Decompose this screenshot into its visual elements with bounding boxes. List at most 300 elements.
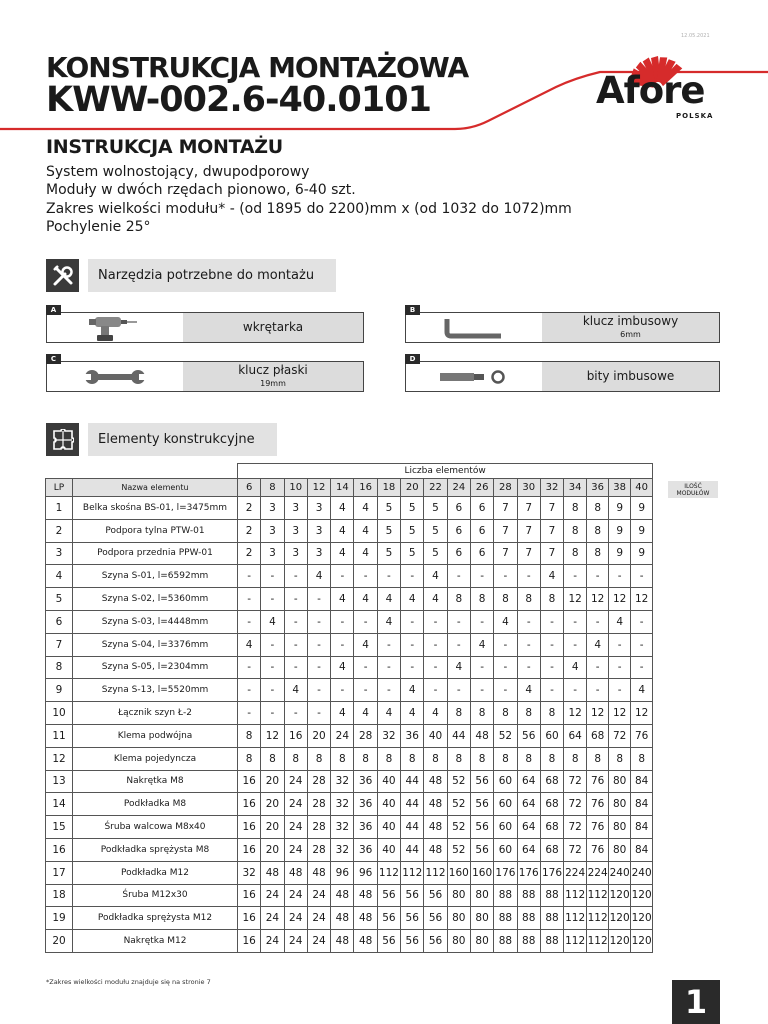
tool-name-d: bity imbusowe: [586, 369, 675, 383]
row-lp: 7: [46, 633, 73, 656]
row-lp: 20: [46, 930, 73, 953]
row-quantity-cell: 5: [401, 497, 424, 520]
row-quantity-cell: 76: [587, 793, 609, 816]
row-quantity-cell: 112: [401, 861, 424, 884]
row-quantity-cell: 5: [424, 542, 447, 565]
row-quantity-cell: -: [587, 679, 609, 702]
row-quantity-cell: -: [540, 610, 563, 633]
tool-name-a: wkrętarka: [242, 320, 304, 334]
row-quantity-cell: 8: [331, 747, 354, 770]
row-quantity-cell: -: [540, 633, 563, 656]
row-quantity-cell: -: [331, 633, 354, 656]
row-quantity-cell: -: [238, 610, 261, 633]
row-quantity-cell: 16: [238, 907, 261, 930]
row-quantity-cell: 8: [631, 747, 653, 770]
tool-card-d: [405, 355, 720, 392]
row-quantity-cell: -: [447, 565, 470, 588]
row-quantity-cell: -: [238, 565, 261, 588]
row-quantity-cell: 8: [517, 702, 540, 725]
row-element-name: Śruba walcowa M8x40: [73, 816, 238, 839]
table-row: [46, 565, 653, 588]
row-quantity-cell: 9: [631, 519, 653, 542]
row-quantity-cell: -: [238, 679, 261, 702]
row-element-name: Podpora przednia PPW-01: [73, 542, 238, 565]
row-quantity-cell: 56: [470, 838, 493, 861]
row-element-name: Szyna S-02, l=5360mm: [73, 588, 238, 611]
row-element-name: Szyna S-03, l=4448mm: [73, 610, 238, 633]
row-quantity-cell: 20: [261, 816, 284, 839]
column-header-module-count: 22: [424, 479, 447, 497]
row-quantity-cell: 8: [587, 747, 609, 770]
row-quantity-cell: 4: [424, 588, 447, 611]
row-quantity-cell: 4: [331, 702, 354, 725]
tool-size-c: 19mm: [260, 378, 286, 388]
row-quantity-cell: 48: [424, 770, 447, 793]
row-element-name: Podkładka sprężysta M12: [73, 907, 238, 930]
row-quantity-cell: 4: [261, 610, 284, 633]
row-quantity-cell: 36: [354, 793, 377, 816]
row-quantity-cell: 44: [401, 770, 424, 793]
row-quantity-cell: 112: [587, 930, 609, 953]
row-quantity-cell: -: [377, 656, 400, 679]
table-row: [46, 519, 653, 542]
row-quantity-cell: 24: [284, 838, 307, 861]
row-quantity-cell: 72: [609, 724, 631, 747]
row-element-name: Nakrętka M12: [73, 930, 238, 953]
row-quantity-cell: 8: [470, 702, 493, 725]
row-quantity-cell: 8: [447, 588, 470, 611]
table-row: [46, 702, 653, 725]
column-header-module-count: 12: [307, 479, 330, 497]
row-quantity-cell: 64: [517, 770, 540, 793]
row-quantity-cell: 12: [261, 724, 284, 747]
row-quantity-cell: 4: [331, 656, 354, 679]
row-quantity-cell: 52: [447, 770, 470, 793]
logo-brand: Afore: [596, 69, 705, 112]
row-quantity-cell: -: [494, 633, 517, 656]
row-quantity-cell: -: [424, 610, 447, 633]
row-quantity-cell: 64: [517, 816, 540, 839]
column-header-module-count: 10: [284, 479, 307, 497]
row-quantity-cell: 4: [424, 702, 447, 725]
row-quantity-cell: 4: [331, 542, 354, 565]
row-quantity-cell: 40: [424, 724, 447, 747]
row-element-name: Szyna S-01, l=6592mm: [73, 565, 238, 588]
row-quantity-cell: -: [307, 702, 330, 725]
row-quantity-cell: 76: [587, 770, 609, 793]
row-quantity-cell: -: [517, 633, 540, 656]
row-quantity-cell: 4: [284, 679, 307, 702]
row-quantity-cell: 48: [261, 861, 284, 884]
row-quantity-cell: 24: [284, 930, 307, 953]
row-quantity-cell: 24: [307, 930, 330, 953]
row-quantity-cell: 3: [307, 519, 330, 542]
row-lp: 11: [46, 724, 73, 747]
row-quantity-cell: 6: [447, 542, 470, 565]
row-lp: 10: [46, 702, 73, 725]
row-quantity-cell: 8: [261, 747, 284, 770]
column-header-module-count: 20: [401, 479, 424, 497]
column-header-module-count: 8: [261, 479, 284, 497]
column-header-module-count: 28: [494, 479, 517, 497]
wrench-icon: [83, 366, 147, 388]
date-stamp: 12.05.2021: [681, 33, 710, 39]
row-lp: 16: [46, 838, 73, 861]
row-quantity-cell: 36: [354, 838, 377, 861]
row-quantity-cell: 56: [470, 816, 493, 839]
row-quantity-cell: 5: [377, 497, 400, 520]
row-quantity-cell: -: [631, 656, 653, 679]
row-quantity-cell: 48: [354, 930, 377, 953]
row-quantity-cell: 120: [609, 907, 631, 930]
row-quantity-cell: -: [284, 656, 307, 679]
tool-card-b: [405, 306, 720, 343]
row-quantity-cell: 68: [587, 724, 609, 747]
row-quantity-cell: 96: [354, 861, 377, 884]
row-quantity-cell: 176: [494, 861, 517, 884]
row-quantity-cell: -: [564, 565, 587, 588]
row-quantity-cell: 28: [307, 770, 330, 793]
row-quantity-cell: 84: [631, 793, 653, 816]
row-element-name: Klema podwójna: [73, 724, 238, 747]
row-quantity-cell: -: [377, 633, 400, 656]
row-quantity-cell: 8: [540, 747, 563, 770]
page-number: 1: [672, 980, 720, 1024]
row-quantity-cell: 8: [587, 497, 609, 520]
row-lp: 8: [46, 656, 73, 679]
row-quantity-cell: 36: [401, 724, 424, 747]
row-quantity-cell: 28: [307, 816, 330, 839]
row-quantity-cell: -: [307, 633, 330, 656]
row-quantity-cell: 12: [631, 702, 653, 725]
row-quantity-cell: 240: [631, 861, 653, 884]
group-header: Liczba elementów: [238, 464, 653, 479]
table-row: [46, 588, 653, 611]
row-quantity-cell: 7: [494, 542, 517, 565]
row-quantity-cell: -: [238, 588, 261, 611]
row-quantity-cell: 72: [564, 770, 587, 793]
row-quantity-cell: 4: [331, 519, 354, 542]
row-quantity-cell: 5: [377, 519, 400, 542]
row-element-name: Szyna S-13, l=5520mm: [73, 679, 238, 702]
column-header-module-count: 24: [447, 479, 470, 497]
row-quantity-cell: 120: [631, 884, 653, 907]
table-row: [46, 497, 653, 520]
row-element-name: Podkładka M8: [73, 793, 238, 816]
row-quantity-cell: -: [307, 656, 330, 679]
row-quantity-cell: 7: [540, 542, 563, 565]
row-quantity-cell: 56: [377, 884, 400, 907]
row-quantity-cell: 60: [494, 816, 517, 839]
row-quantity-cell: 48: [331, 884, 354, 907]
row-quantity-cell: 4: [540, 565, 563, 588]
row-quantity-cell: 32: [331, 793, 354, 816]
table-row: [46, 770, 653, 793]
row-quantity-cell: 40: [377, 770, 400, 793]
row-quantity-cell: -: [354, 610, 377, 633]
tool-card-a: [46, 306, 364, 343]
row-quantity-cell: 7: [494, 519, 517, 542]
row-quantity-cell: 52: [494, 724, 517, 747]
row-quantity-cell: 32: [238, 861, 261, 884]
row-quantity-cell: 20: [307, 724, 330, 747]
column-header-module-count: 38: [609, 479, 631, 497]
row-element-name: Szyna S-04, l=3376mm: [73, 633, 238, 656]
row-quantity-cell: 176: [540, 861, 563, 884]
row-quantity-cell: -: [587, 656, 609, 679]
row-quantity-cell: 24: [307, 907, 330, 930]
row-quantity-cell: 48: [284, 861, 307, 884]
row-quantity-cell: 52: [447, 816, 470, 839]
row-quantity-cell: 56: [424, 930, 447, 953]
row-quantity-cell: 60: [494, 793, 517, 816]
row-quantity-cell: 4: [354, 497, 377, 520]
row-quantity-cell: -: [470, 679, 493, 702]
row-quantity-cell: 80: [447, 907, 470, 930]
row-quantity-cell: 72: [564, 816, 587, 839]
row-quantity-cell: 32: [331, 816, 354, 839]
table-row: [46, 930, 653, 953]
row-quantity-cell: 24: [284, 907, 307, 930]
row-quantity-cell: -: [470, 656, 493, 679]
row-quantity-cell: 64: [564, 724, 587, 747]
row-quantity-cell: 112: [587, 884, 609, 907]
row-quantity-cell: 36: [354, 816, 377, 839]
row-quantity-cell: -: [331, 610, 354, 633]
row-quantity-cell: 48: [424, 793, 447, 816]
row-quantity-cell: 4: [377, 588, 400, 611]
row-quantity-cell: -: [540, 679, 563, 702]
row-quantity-cell: 44: [401, 838, 424, 861]
row-quantity-cell: -: [261, 588, 284, 611]
row-quantity-cell: 8: [564, 519, 587, 542]
row-lp: 14: [46, 793, 73, 816]
logo-country: POLSKA: [676, 112, 714, 120]
row-quantity-cell: 40: [377, 816, 400, 839]
row-element-name: Śruba M12x30: [73, 884, 238, 907]
row-quantity-cell: 4: [631, 679, 653, 702]
row-quantity-cell: 9: [631, 497, 653, 520]
row-quantity-cell: 12: [609, 588, 631, 611]
row-quantity-cell: -: [401, 656, 424, 679]
row-quantity-cell: 4: [377, 610, 400, 633]
table-row: [46, 542, 653, 565]
row-quantity-cell: -: [447, 610, 470, 633]
row-quantity-cell: 4: [401, 588, 424, 611]
row-quantity-cell: 4: [238, 633, 261, 656]
row-quantity-cell: 68: [540, 816, 563, 839]
row-quantity-cell: 112: [587, 907, 609, 930]
row-quantity-cell: 4: [424, 565, 447, 588]
row-quantity-cell: -: [517, 656, 540, 679]
row-lp: 17: [46, 861, 73, 884]
row-quantity-cell: 2: [238, 542, 261, 565]
row-quantity-cell: -: [238, 702, 261, 725]
row-quantity-cell: 84: [631, 816, 653, 839]
row-quantity-cell: 72: [564, 838, 587, 861]
row-element-name: Belka skośna BS-01, l=3475mm: [73, 497, 238, 520]
footnote: *Zakres wielkości modułu znajduje się na stronie 7: [46, 978, 211, 986]
row-quantity-cell: 56: [401, 907, 424, 930]
row-quantity-cell: 88: [494, 930, 517, 953]
table-row: [46, 884, 653, 907]
row-quantity-cell: 32: [377, 724, 400, 747]
row-quantity-cell: 44: [447, 724, 470, 747]
column-header-lp: LP: [46, 479, 73, 497]
row-quantity-cell: 88: [517, 907, 540, 930]
row-quantity-cell: 8: [517, 747, 540, 770]
row-element-name: Podkładka M12: [73, 861, 238, 884]
row-quantity-cell: 12: [564, 588, 587, 611]
row-quantity-cell: 60: [540, 724, 563, 747]
row-quantity-cell: 224: [587, 861, 609, 884]
row-quantity-cell: -: [401, 565, 424, 588]
row-quantity-cell: 64: [517, 793, 540, 816]
row-quantity-cell: -: [631, 610, 653, 633]
elements-section-header: [46, 423, 277, 456]
row-quantity-cell: 80: [447, 930, 470, 953]
row-quantity-cell: 112: [564, 907, 587, 930]
module-count-label-line: ILOŚĆ: [684, 482, 702, 490]
row-quantity-cell: -: [609, 656, 631, 679]
row-quantity-cell: -: [447, 679, 470, 702]
row-quantity-cell: 48: [331, 907, 354, 930]
row-quantity-cell: 8: [494, 702, 517, 725]
row-lp: 19: [46, 907, 73, 930]
row-quantity-cell: 68: [540, 770, 563, 793]
row-quantity-cell: -: [354, 679, 377, 702]
row-quantity-cell: 48: [354, 907, 377, 930]
row-quantity-cell: 20: [261, 770, 284, 793]
row-quantity-cell: 88: [517, 884, 540, 907]
row-quantity-cell: 8: [284, 747, 307, 770]
row-quantity-cell: 6: [470, 497, 493, 520]
row-lp: 1: [46, 497, 73, 520]
row-quantity-cell: -: [261, 702, 284, 725]
row-quantity-cell: 120: [609, 884, 631, 907]
row-quantity-cell: 76: [631, 724, 653, 747]
row-quantity-cell: 80: [447, 884, 470, 907]
row-quantity-cell: 9: [631, 542, 653, 565]
row-quantity-cell: 88: [517, 930, 540, 953]
description-line: Moduły w dwóch rzędach pionowo, 6-40 szt.: [46, 182, 356, 199]
row-quantity-cell: 4: [470, 633, 493, 656]
row-lp: 18: [46, 884, 73, 907]
row-quantity-cell: -: [609, 679, 631, 702]
row-quantity-cell: 8: [447, 702, 470, 725]
row-quantity-cell: 7: [494, 497, 517, 520]
row-quantity-cell: 16: [238, 770, 261, 793]
row-element-name: Klema pojedyncza: [73, 747, 238, 770]
row-quantity-cell: 8: [564, 497, 587, 520]
row-quantity-cell: -: [517, 610, 540, 633]
row-quantity-cell: 28: [307, 838, 330, 861]
row-lp: 12: [46, 747, 73, 770]
row-quantity-cell: 24: [284, 816, 307, 839]
row-quantity-cell: 8: [540, 588, 563, 611]
row-quantity-cell: 84: [631, 838, 653, 861]
section-subtitle: INSTRUKCJA MONTAŻU: [46, 136, 283, 158]
row-quantity-cell: 16: [284, 724, 307, 747]
row-quantity-cell: 9: [609, 497, 631, 520]
row-quantity-cell: 4: [354, 702, 377, 725]
row-quantity-cell: 80: [609, 838, 631, 861]
row-quantity-cell: 24: [284, 884, 307, 907]
description-line: System wolnostojący, dwupodporowy: [46, 164, 310, 180]
row-quantity-cell: 240: [609, 861, 631, 884]
row-quantity-cell: 4: [307, 565, 330, 588]
row-quantity-cell: -: [284, 633, 307, 656]
column-header-module-count: 16: [354, 479, 377, 497]
row-quantity-cell: 8: [470, 747, 493, 770]
column-header-module-count: 36: [587, 479, 609, 497]
module-count-label: [668, 481, 718, 498]
afore-logo: [596, 50, 720, 125]
row-quantity-cell: -: [238, 656, 261, 679]
row-quantity-cell: 6: [470, 519, 493, 542]
tool-letter-c: C: [46, 354, 61, 364]
row-quantity-cell: 8: [494, 588, 517, 611]
row-quantity-cell: 52: [447, 838, 470, 861]
row-quantity-cell: 12: [564, 702, 587, 725]
row-quantity-cell: 24: [331, 724, 354, 747]
row-quantity-cell: 8: [307, 747, 330, 770]
row-quantity-cell: 24: [284, 793, 307, 816]
row-quantity-cell: 12: [609, 702, 631, 725]
row-quantity-cell: -: [564, 610, 587, 633]
row-quantity-cell: 8: [517, 588, 540, 611]
row-quantity-cell: -: [517, 565, 540, 588]
row-quantity-cell: -: [261, 633, 284, 656]
column-header-module-count: 6: [238, 479, 261, 497]
row-quantity-cell: -: [284, 565, 307, 588]
row-lp: 3: [46, 542, 73, 565]
row-quantity-cell: 8: [401, 747, 424, 770]
row-quantity-cell: -: [354, 656, 377, 679]
row-quantity-cell: 88: [540, 884, 563, 907]
row-quantity-cell: 5: [424, 497, 447, 520]
row-quantity-cell: 20: [261, 793, 284, 816]
row-quantity-cell: -: [494, 565, 517, 588]
row-quantity-cell: 3: [284, 519, 307, 542]
row-quantity-cell: 4: [564, 656, 587, 679]
row-quantity-cell: 5: [401, 519, 424, 542]
table-row: [46, 907, 653, 930]
row-quantity-cell: 8: [377, 747, 400, 770]
row-quantity-cell: -: [631, 565, 653, 588]
row-quantity-cell: 48: [331, 930, 354, 953]
row-quantity-cell: 48: [354, 884, 377, 907]
table-row: [46, 838, 653, 861]
row-quantity-cell: 88: [540, 930, 563, 953]
row-quantity-cell: 80: [609, 770, 631, 793]
elements-table: [45, 463, 653, 953]
table-row: [46, 724, 653, 747]
tool-letter-b: B: [405, 305, 420, 315]
row-quantity-cell: 3: [307, 497, 330, 520]
table-row: [46, 610, 653, 633]
row-quantity-cell: -: [284, 610, 307, 633]
tool-card-c: [46, 355, 364, 392]
module-count-label-line: MODUŁÓW: [676, 489, 710, 497]
row-quantity-cell: 4: [354, 633, 377, 656]
row-quantity-cell: 60: [494, 838, 517, 861]
tools-section-label: Narzędzia potrzebne do montażu: [88, 259, 336, 292]
row-quantity-cell: 3: [261, 497, 284, 520]
row-quantity-cell: 56: [377, 907, 400, 930]
row-quantity-cell: 120: [609, 930, 631, 953]
row-quantity-cell: 4: [354, 542, 377, 565]
